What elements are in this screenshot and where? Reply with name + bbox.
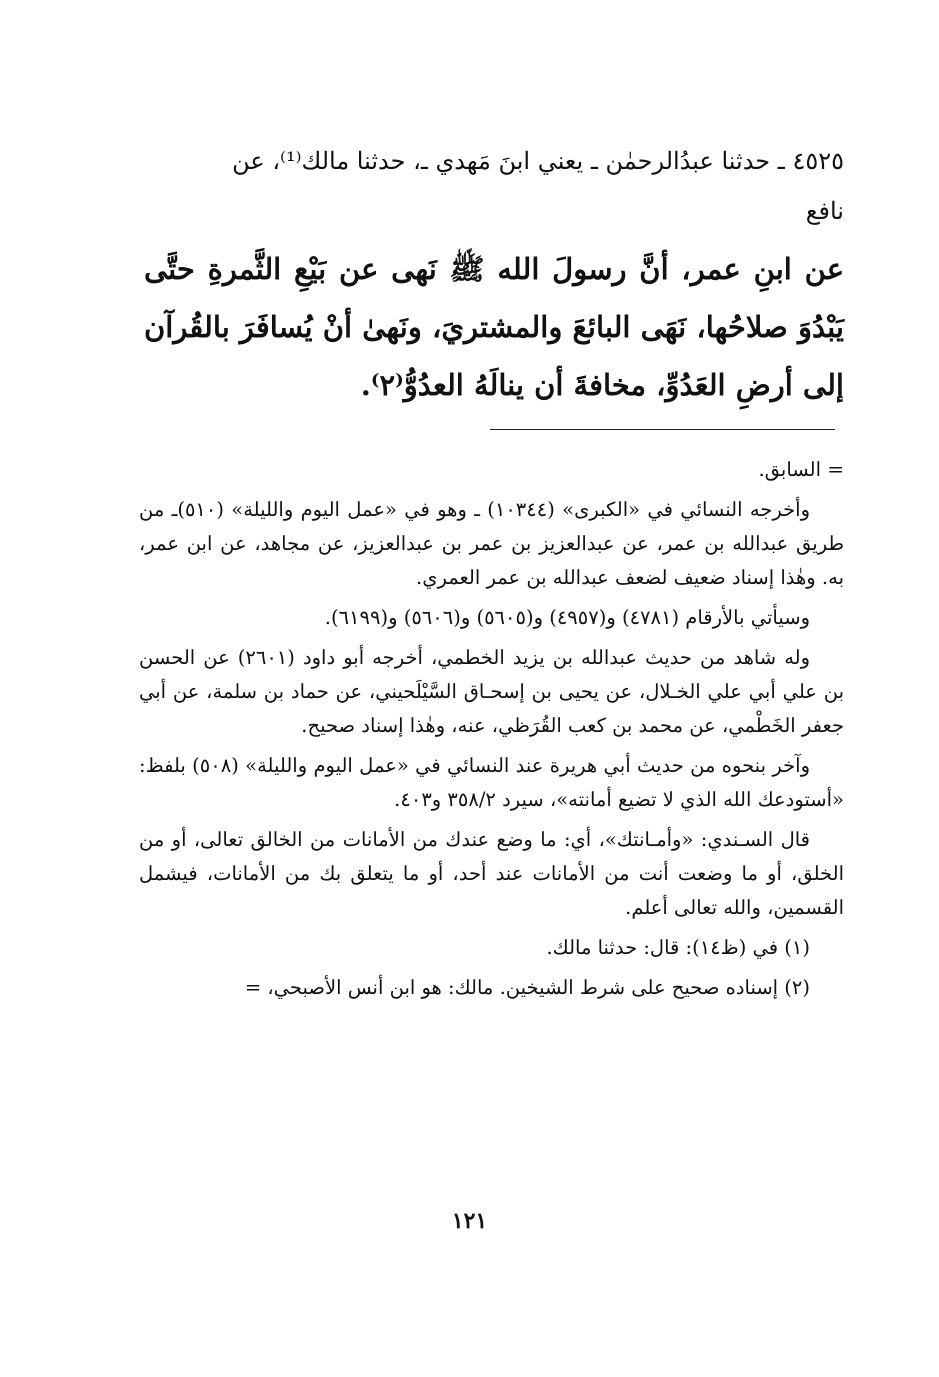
footnote-paragraph: وله شاهد من حديث عبدالله بن يزيد الخطمي، أخرجه أبو داود (٢٦٠١) عن الحسن بن علي أبي علي الخـلال، عن يحيى بن إسحـاق السَّيْلَحيني، عن حماد بن سلمة، عن أبي جعفر الخَطْمي، عن محمد بن كعب القُرَظي، عنه، وهٰذا إسناد صحيح. xyxy=(139,646,844,737)
hadith-header xyxy=(144,136,844,236)
continuation-mark: = xyxy=(827,457,844,481)
continuation-text: السابق. xyxy=(758,458,822,481)
page-number: ١٢١ xyxy=(451,1208,488,1234)
footnote-paragraphs xyxy=(139,493,844,1005)
hadith-isnad-continuation: نافع xyxy=(805,197,844,225)
footnote-separator xyxy=(490,429,835,430)
hadith-matn: عن ابنِ عمر، أنَّ رسولَ الله ﷺ نَهى عن بَيْعِ الثَّمرةِ حتَّى يَبْدُوَ صلاحُها، نَهَى البائعَ والمشتريَ، ونَهىٰ أنْ يُسافَرَ بالقُرآن إلى أرضِ العَدُوِّ، مخافةَ أن ينالَهُ العدُوُّ⁽٢⁾. xyxy=(144,252,844,402)
hadith-isnad-line: ٤٥٢٥ ـ حدثنا عبدُالرحمٰن ـ يعني ابنَ مَهدي ـ، حدثنا مالك⁽¹⁾، عن xyxy=(232,147,844,175)
footnotes-block xyxy=(139,452,844,1011)
footnote-continuation xyxy=(139,452,844,487)
footnote-paragraph: وآخر بنحوه من حديث أبي هريرة عند النسائي في «عمل اليوم والليلة» (٥٠٨) بلفظ: «أستودعك الله الذي لا تضيع أمانته»، سيرد ٣٥٨/٢ و٤٠٣. xyxy=(139,754,844,811)
footnote-paragraph: قال السـندي: «وأمـانتك»، أي: ما وضع عندك من الأمانات من الخالق تعالى، أو من الخلق، أو ما وضعت أنت من الأمانات عند أحد، أو ما يتعلق بك من الأمانات، فيشمل القسمين، والله تعالى أعلم. xyxy=(139,828,844,919)
footnote-paragraph: وسيأتي بالأرقام (٤٧٨١) و(٤٩٥٧) و(٥٦٠٥) و(٥٦٠٦) و(٦١٩٩). xyxy=(324,606,810,629)
footnote-note-1: (١) في (ظ١٤): قال: حدثنا مالك. xyxy=(546,936,810,959)
footnote-paragraph: وأخرجه النسائي في «الكبرى» (١٠٣٤٤) ـ وهو في «عمل اليوم والليلة» (٥١٠)ـ من طريق عبدالله بن عمر، عن عبدالعزيز بن عمر بن عبدالعزيز، عن مجاهد، عن ابن عمر، به. وهٰذا إسناد ضعيف لضعف عبدالله بن عمر العمري. xyxy=(139,498,844,589)
footnote-note-2: (٢) إسناده صحيح على شرط الشيخين. مالك: هو ابن أنس الأصبحي، = xyxy=(244,976,810,999)
